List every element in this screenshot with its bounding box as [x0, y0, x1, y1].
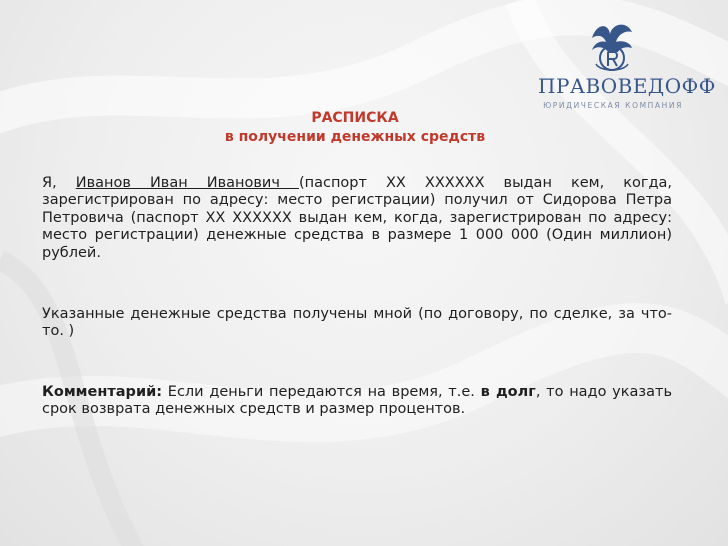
- paragraph-receipt-body: [42, 175, 672, 262]
- paragraph-comment: [42, 384, 672, 419]
- comment-text-2: , то надо указать срок возврата денежных средств и размер процентов.: [42, 384, 672, 418]
- comment-label: Комментарий:: [42, 384, 163, 400]
- paragraph-prefix: Я,: [42, 175, 76, 191]
- company-subtitle: ЮРИДИЧЕСКАЯ КОМПАНИЯ: [543, 101, 683, 110]
- paragraph-confirmation: Указанные денежные средства получены мной (по договору, по сделке, за что-то. ): [42, 306, 672, 340]
- document-title: РАСПИСКА: [311, 110, 399, 126]
- company-name: ПРАВОВЕДОФФ: [538, 74, 716, 98]
- comment-text-1: Если деньги передаются на время, т.е.: [162, 384, 481, 400]
- document-subtitle: в получении денежных средств: [224, 129, 486, 145]
- comment-bold-loan: в долг: [480, 384, 536, 400]
- recipient-name: Иванов Иван Иванович: [75, 175, 299, 191]
- company-logo: [538, 20, 716, 115]
- pegasus-emblem-icon: [586, 20, 638, 76]
- paragraph-rest: (паспорт XX XXXXXX выдан кем, когда, зарегистрирован по адресу: место регистрации) получил от Сидорова Петра Петровича (паспорт XX XXXXXX выдан кем, когда, зарегистрирован по адресу: место регистрации) денежные средства в размере 1 000 000 (Один миллион) рублей.: [42, 175, 672, 261]
